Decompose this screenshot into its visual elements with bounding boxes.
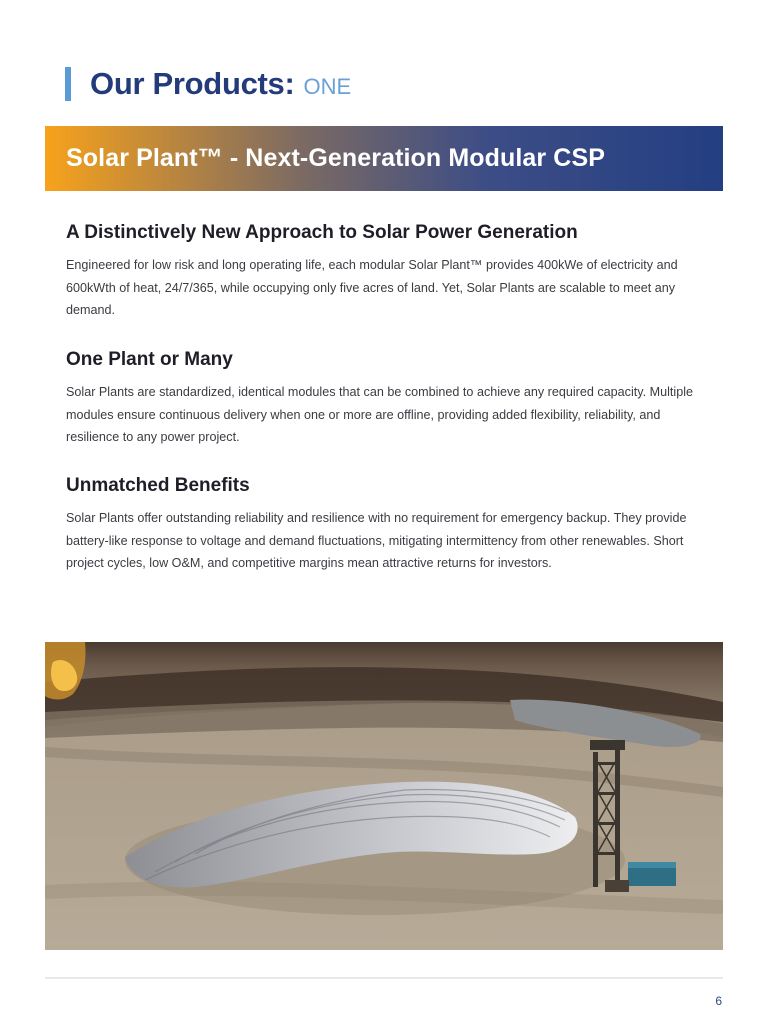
section-unmatched-benefits xyxy=(66,475,696,575)
page-title: Our Products: xyxy=(90,66,295,101)
section-new-approach xyxy=(66,222,696,322)
footer-divider xyxy=(45,977,723,979)
section-one-plant-or-many xyxy=(66,349,696,449)
solar-plant-photo xyxy=(45,642,723,950)
section-heading: A Distinctively New Approach to Solar Power Generation xyxy=(66,222,578,243)
page-number: 6 xyxy=(715,994,722,1008)
page-header xyxy=(65,66,351,102)
section-heading: Unmatched Benefits xyxy=(66,475,250,496)
banner-title: Solar Plant™ - Next-Generation Modular CSP xyxy=(66,144,606,172)
accent-bar xyxy=(65,67,71,101)
section-heading: One Plant or Many xyxy=(66,349,233,370)
section-body: Solar Plants are standardized, identical modules that can be combined to achieve any required capacity. Multiple modules ensure continuous delivery when one or more are offline, providing added flexibility, reliability, and resilience to any power project. xyxy=(66,385,694,444)
section-body: Solar Plants offer outstanding reliability and resilience with no requirement for emergency backup. They provide battery-like response to voltage and demand fluctuations, mitigating intermittency from other renewables. Short project cycles, low O&M, and competitive margins mean attractive returns for investors. xyxy=(66,511,687,570)
section-body: Engineered for low risk and long operating life, each modular Solar Plant™ provides 400kWe of electricity and 600kWth of heat, 24/7/365, while occupying only five acres of land. Yet, Solar Plants are scalable to meet any demand. xyxy=(66,258,678,317)
product-banner xyxy=(45,126,723,191)
page-subtitle: ONE xyxy=(303,74,352,99)
